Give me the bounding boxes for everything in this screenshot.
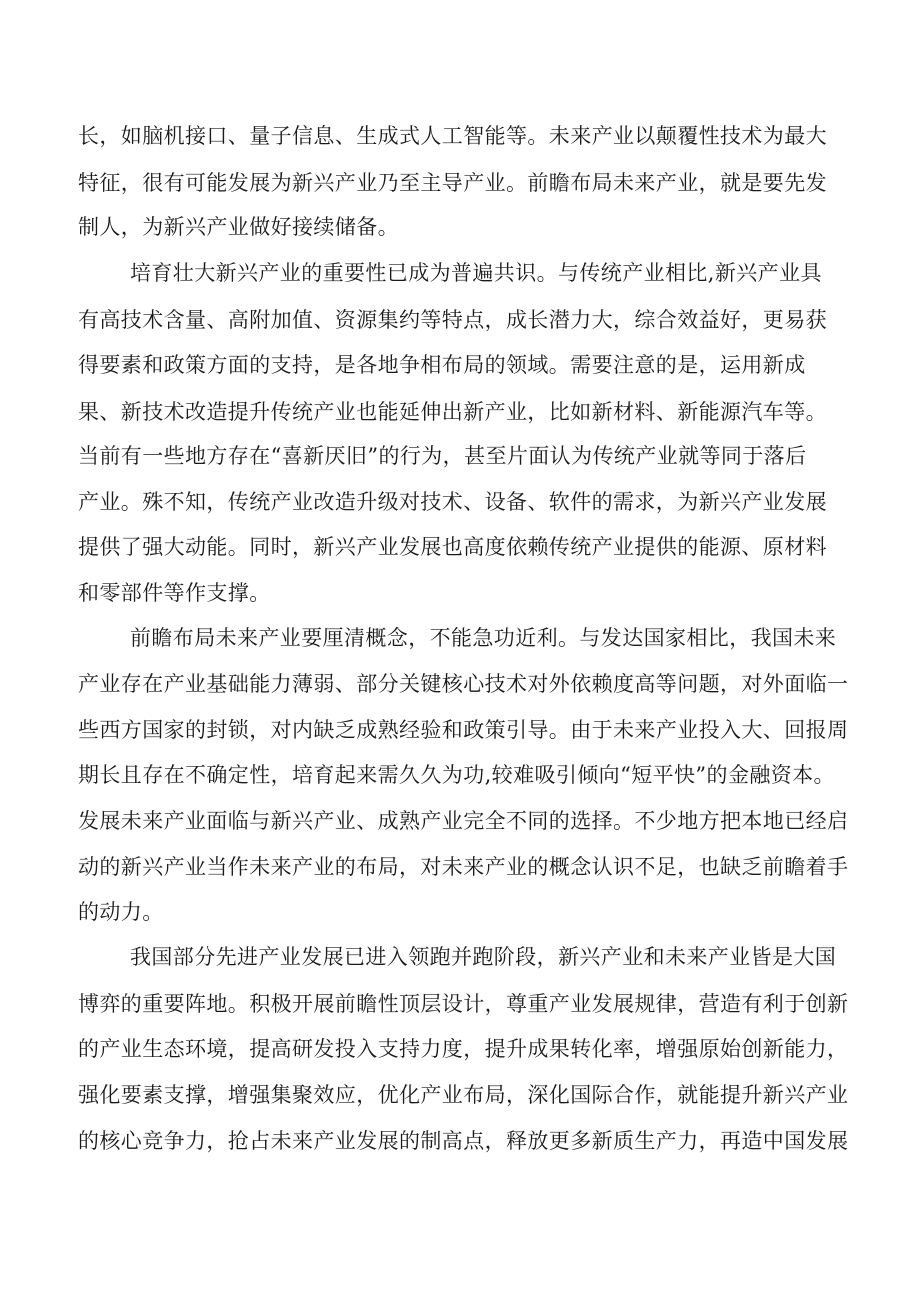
paragraph-line: 我国部分先进产业发展已进入领跑并跑阶段，新兴产业和未来产业皆是大国 bbox=[130, 945, 837, 969]
paragraph-line: 制人，为新兴产业做好接续储备。 bbox=[78, 215, 399, 239]
paragraph-line: 产业。殊不知，传统产业改造升级对技术、设备、软件的需求，为新兴产业发展 bbox=[78, 490, 827, 514]
paragraph-line: 的动力。 bbox=[78, 900, 164, 924]
paragraph-line: 和零部件等作支撑。 bbox=[78, 581, 271, 605]
paragraph-line: 产业存在产业基础能力薄弱、部分关键核心技术对外依赖度高等问题，对外面临一 bbox=[78, 672, 849, 696]
paragraph-line: 得要素和政策方面的支持，是各地争相布局的领域。需要注意的是，运用新成 bbox=[78, 353, 806, 377]
paragraph-line: 培育壮大新兴产业的重要性已成为普遍共识。与传统产业相比,新兴产业具 bbox=[130, 261, 822, 285]
paragraph-line: 的产业生态环境，提高研发投入支持力度，提升成果转化率，增强原始创新能力， bbox=[78, 1037, 849, 1061]
paragraph-line: 期长且存在不确定性，培育起来需久久为功,较难吸引倾向“短平快”的金融资本。 bbox=[78, 763, 835, 787]
paragraph-line: 特征，很有可能发展为新兴产业乃至主导产业。前瞻布局未来产业，就是要先发 bbox=[78, 171, 827, 195]
paragraph-line: 前瞻布局未来产业要厘清概念，不能急功近利。与发达国家相比，我国未来 bbox=[130, 626, 837, 650]
paragraph-line: 有高技术含量、高附加值、资源集约等特点，成长潜力大，综合效益好，更易获 bbox=[78, 308, 827, 332]
paragraph-line: 动的新兴产业当作未来产业的布局，对未来产业的概念认识不足，也缺乏前瞻着手 bbox=[78, 855, 849, 879]
paragraph-line: 当前有一些地方存在“喜新厌旧”的行为，甚至片面认为传统产业就等同于落后 bbox=[78, 444, 807, 468]
paragraph-line: 的核心竞争力，抢占未来产业发展的制高点，释放更多新质生产力，再造中国发展 bbox=[78, 1129, 849, 1153]
paragraph-line: 些西方国家的封锁，对内缺乏成熟经验和政策引导。由于未来产业投入大、回报周 bbox=[78, 718, 849, 742]
paragraph-line: 发展未来产业面临与新兴产业、成熟产业完全不同的选择。不少地方把本地已经启 bbox=[78, 809, 849, 833]
paragraph-line: 博弈的重要阵地。积极开展前瞻性顶层设计，尊重产业发展规律，营造有利于创新 bbox=[78, 992, 849, 1016]
paragraph-line: 提供了强大动能。同时，新兴产业发展也高度依赖传统产业提供的能源、原材料 bbox=[78, 535, 827, 559]
paragraph-line: 果、新技术改造提升传统产业也能延伸出新产业，比如新材料、新能源汽车等。 bbox=[78, 400, 827, 424]
paragraph-line: 长，如脑机接口、量子信息、生成式人工智能等。未来产业以颠覆性技术为最大 bbox=[78, 124, 827, 148]
paragraph-line: 强化要素支撑，增强集聚效应，优化产业布局，深化国际合作，就能提升新兴产业 bbox=[78, 1083, 849, 1107]
